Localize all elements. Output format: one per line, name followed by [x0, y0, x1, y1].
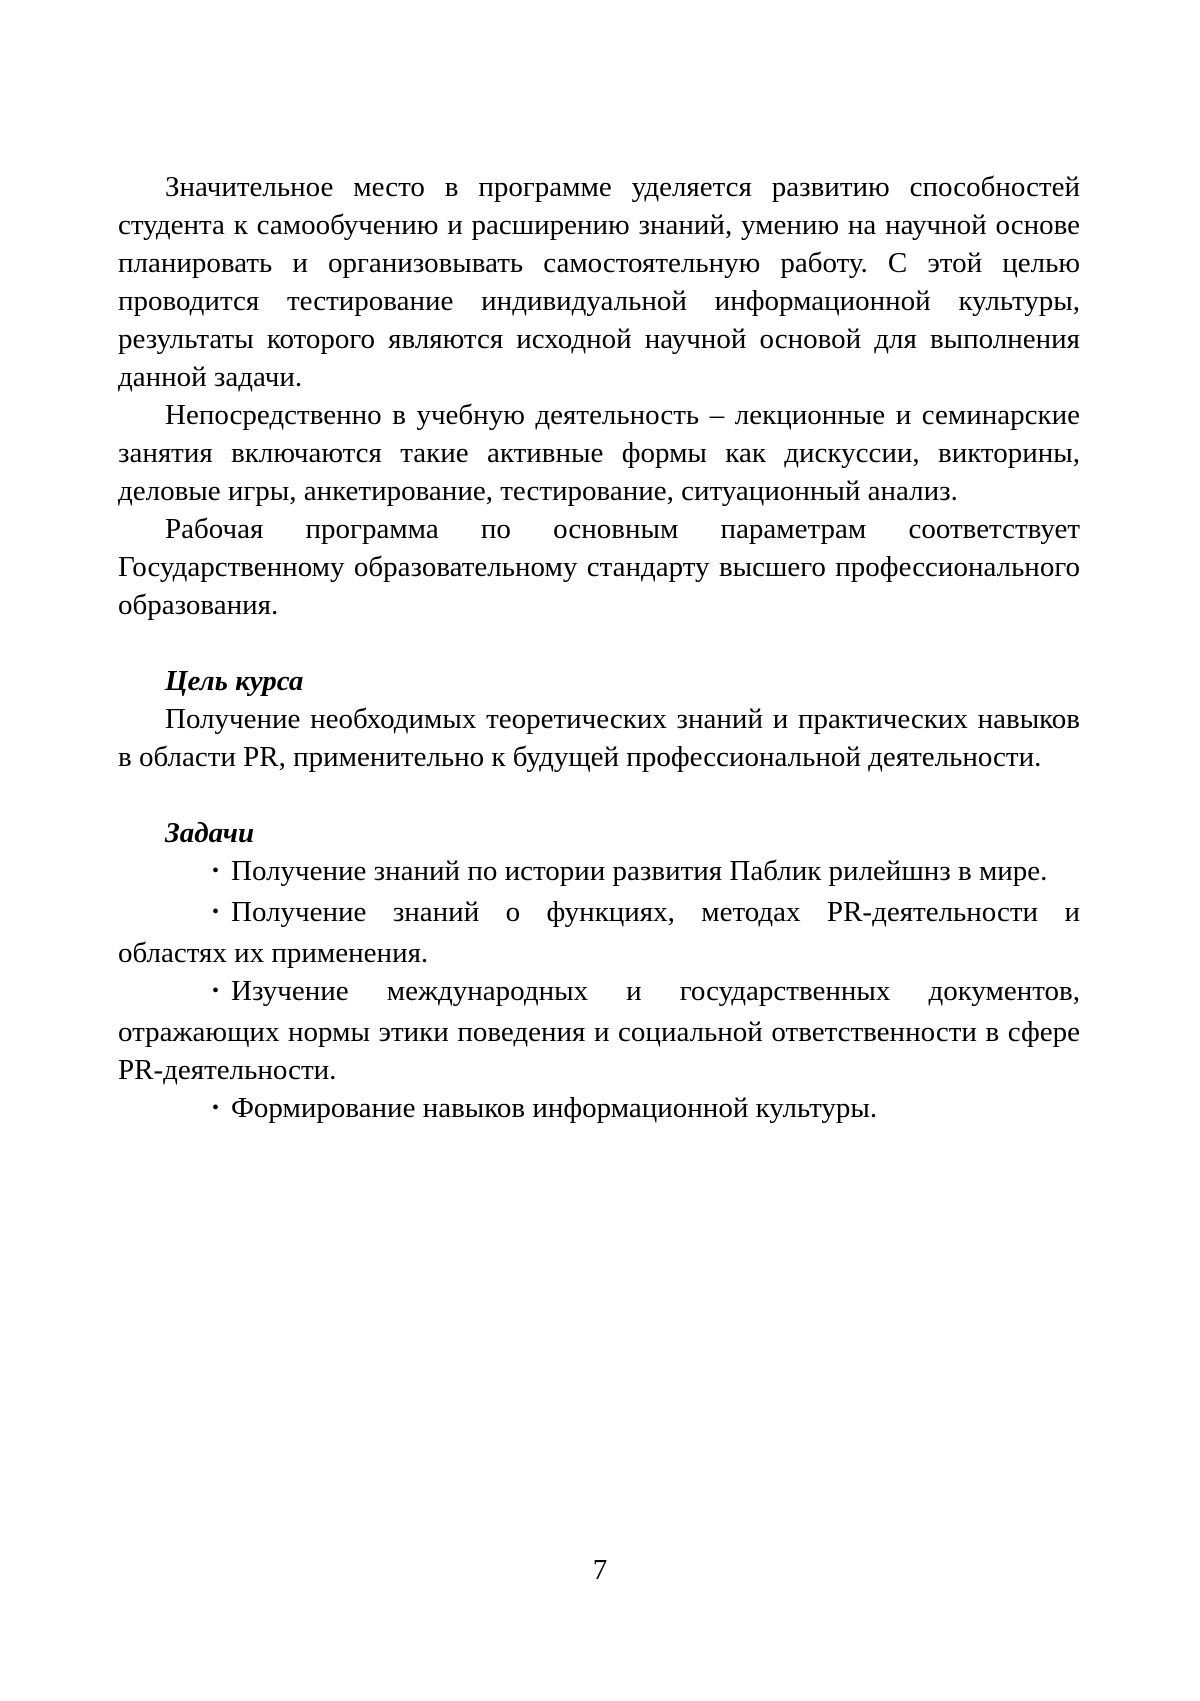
goal-heading: Цель курса	[165, 665, 304, 697]
task-item	[118, 972, 1080, 1089]
task-item	[118, 852, 1080, 893]
task-item	[118, 893, 1080, 972]
tasks-heading: Задачи	[165, 817, 255, 849]
task-item-text: Формирование навыков информационной культуры.	[231, 1092, 878, 1124]
bullet-icon: •	[212, 1097, 220, 1119]
bullet-icon: •	[212, 980, 220, 1002]
task-item-text: Получение знаний по истории развития Паблик рилейшнз в мире.	[231, 855, 1048, 887]
section-spacer	[118, 776, 1080, 814]
goal-text: Получение необходимых теоретических знаний и практических навыков в области PR, применительно к будущей профессиональной деятельности.	[118, 703, 1080, 773]
task-item-text: Получение знаний о функциях, методах PR-деятельности и областях их применения.	[118, 896, 1080, 969]
page-body	[118, 168, 1080, 1130]
intro-paragraph-3: Рабочая программа по основным параметрам соответствует Государственному образовательному стандарту высшего профессионального образования.	[118, 513, 1080, 621]
bullet-icon: •	[212, 901, 220, 923]
page-number: 7	[592, 1554, 608, 1586]
task-item-text: Изучение международных и государственных документов, отражающих нормы этики поведения и социальной ответственности в сфере PR-деятельности.	[118, 975, 1080, 1086]
intro-paragraph-1: Значительное место в программе уделяется развитию способностей студента к самообучению и расширению знаний, умению на научной основе планировать и организовывать самостоятельную работу. С этой целью проводится тестирование индивидуальной информационной культуры, результаты которого являются исходной научной основой для выполнения данной задачи.	[118, 171, 1080, 393]
task-item	[118, 1089, 1080, 1130]
intro-paragraph-2: Непосредственно в учебную деятельность – лекционные и семинарские занятия включаются такие активные формы как дискуссии, викторины, деловые игры, анкетирование, тестирование, ситуационный анализ.	[118, 399, 1080, 507]
bullet-icon: •	[212, 860, 220, 882]
section-spacer	[118, 624, 1080, 662]
